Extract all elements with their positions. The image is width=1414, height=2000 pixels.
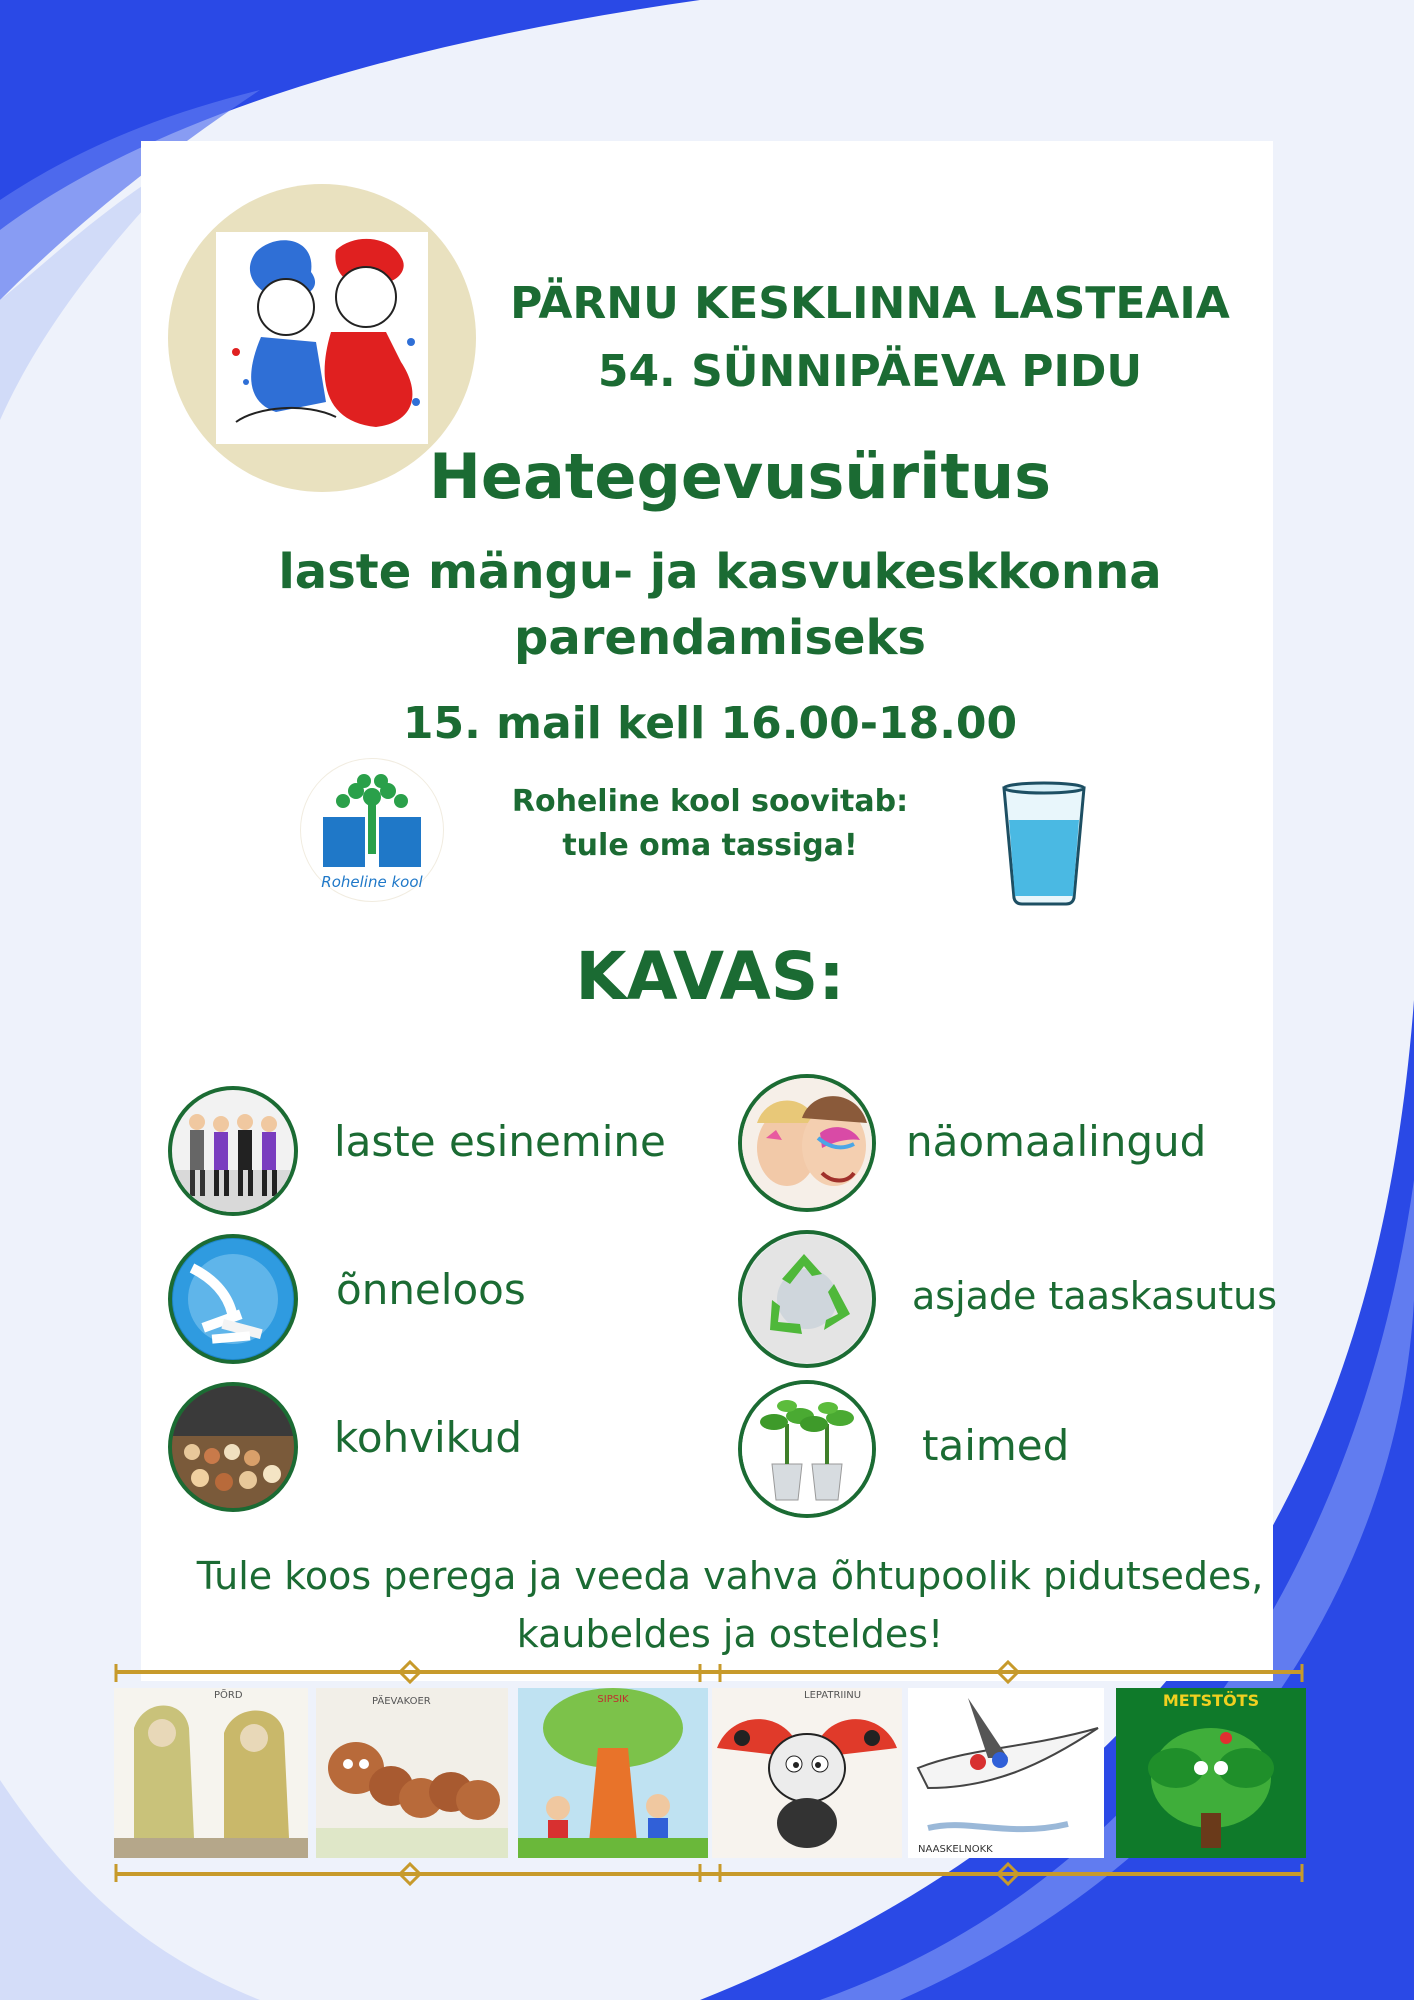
program-item-recycling: asjade taaskasutus — [912, 1274, 1278, 1318]
green-school-line-1: Roheline kool soovitab: — [511, 784, 909, 819]
pord-illustration-icon — [114, 1688, 308, 1858]
naaskelnokk-illustration-icon — [908, 1688, 1104, 1858]
paevakoer-illustration-icon — [316, 1688, 508, 1858]
group-tile-metstots — [1116, 1688, 1306, 1858]
header-line-1: PÄRNU KESKLINNA LASTEAIA — [510, 278, 1230, 329]
green-school-line-2: tule oma tassiga! — [562, 828, 858, 863]
cafe-icon — [168, 1382, 298, 1512]
dancing-children-icon — [168, 1086, 298, 1216]
event-subtitle-line-1: laste mängu- ja kasvukeskkonna — [278, 544, 1162, 600]
water-glass-icon — [998, 780, 1090, 906]
group-tile-pord — [114, 1688, 308, 1858]
green-school-icon — [301, 759, 443, 901]
group-name: METSTÖTS — [1162, 1691, 1260, 1710]
group-name: PÄEVAKOER — [372, 1696, 431, 1707]
event-subtitle-line-2: parendamiseks — [514, 610, 926, 666]
event-datetime: 15. mail kell 16.00-18.00 — [402, 698, 1018, 749]
program-item-plants: taimed — [922, 1421, 1070, 1470]
group-tile-naaskelnokk — [908, 1688, 1104, 1858]
program-item-performance: laste esinemine — [334, 1117, 666, 1166]
footer-line-2: kaubeldes ja osteldes! — [516, 1612, 944, 1656]
plants-icon — [738, 1380, 876, 1518]
event-title: Heategevusüritus — [429, 440, 1051, 513]
face-painting-icon — [738, 1074, 876, 1212]
group-name: SIPSIK — [597, 1694, 629, 1705]
green-school-logo — [300, 758, 444, 902]
metstots-illustration-icon — [1116, 1688, 1306, 1858]
group-tile-lepatriinu — [712, 1688, 902, 1858]
program-item-cafes: kohvikud — [334, 1413, 522, 1462]
group-name: NAASKELNOKK — [918, 1844, 993, 1855]
sipsik-illustration-icon — [518, 1688, 708, 1858]
program-item-lottery: õnneloos — [336, 1265, 526, 1314]
program-heading: KAVAS: — [575, 938, 845, 1015]
program-item-face-painting: näomaalingud — [906, 1117, 1207, 1166]
footer-line-1: Tule koos perega ja veeda vahva õhtupoolik pidutsedes, — [196, 1554, 1264, 1598]
green-school-logo-text: Roheline kool — [321, 873, 423, 891]
group-tile-sipsik — [518, 1688, 708, 1858]
kindergarten-logo-icon — [216, 232, 428, 444]
header-line-2: 54. SÜNNIPÄEVA PIDU — [597, 346, 1143, 397]
group-tile-paevakoer — [316, 1688, 508, 1858]
recycle-icon — [738, 1230, 876, 1368]
group-name: PÕRD — [214, 1690, 243, 1701]
group-name: LEPATRIINU — [804, 1690, 862, 1701]
lottery-icon — [168, 1234, 298, 1364]
ladybug-illustration-icon — [712, 1688, 902, 1858]
